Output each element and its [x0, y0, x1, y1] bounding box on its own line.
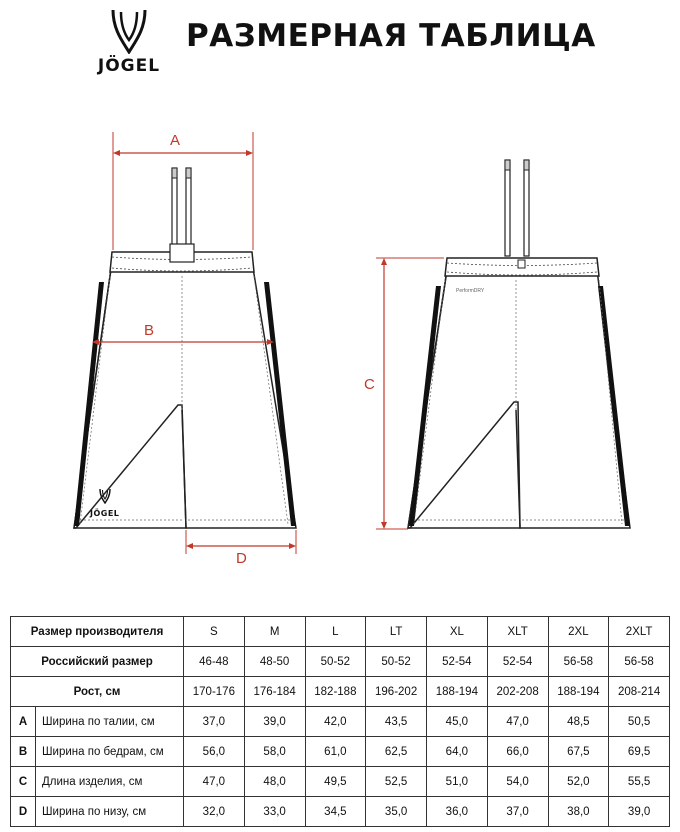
measurement-cell: 34,5 — [305, 797, 366, 827]
size-table-row-russian — [11, 647, 670, 677]
measurement-cell: 62,5 — [366, 737, 427, 767]
height-cell: 188-194 — [548, 677, 609, 707]
row-label: Длина изделия, см — [36, 767, 184, 797]
russian-size-cell: 52-54 — [427, 647, 488, 677]
manufacturer-size-label: Размер производителя — [11, 617, 184, 647]
measurement-cell: 45,0 — [427, 707, 488, 737]
shorts-logo-text: JÖGEL — [90, 509, 120, 518]
back-drawstrings — [505, 160, 529, 256]
row-letter: B — [11, 737, 36, 767]
russian-size-cell: 48-50 — [244, 647, 305, 677]
measurement-cell: 39,0 — [609, 797, 670, 827]
measurement-cell: 56,0 — [184, 737, 245, 767]
measurement-cell: 58,0 — [244, 737, 305, 767]
measurement-cell: 64,0 — [427, 737, 488, 767]
measurement-cell: 54,0 — [487, 767, 548, 797]
measurement-cell: 37,0 — [487, 797, 548, 827]
measurement-cell: 52,5 — [366, 767, 427, 797]
russian-size-cell: 52-54 — [487, 647, 548, 677]
height-cell: 202-208 — [487, 677, 548, 707]
header — [0, 0, 680, 100]
size-cell: L — [305, 617, 366, 647]
measurement-cell: 50,5 — [609, 707, 670, 737]
measurement-cell: 52,0 — [548, 767, 609, 797]
measurement-cell: 66,0 — [487, 737, 548, 767]
size-table — [10, 616, 670, 827]
size-cell: 2XL — [548, 617, 609, 647]
measurement-cell: 49,5 — [305, 767, 366, 797]
front-drawstrings — [172, 168, 191, 248]
size-table-row-a — [11, 707, 670, 737]
dimension-a-label: A — [170, 132, 181, 149]
size-table-row-c — [11, 767, 670, 797]
row-label: Ширина по бедрам, см — [36, 737, 184, 767]
measurement-cell: 51,0 — [427, 767, 488, 797]
shorts-emblem-icon — [98, 488, 112, 504]
size-cell: M — [244, 617, 305, 647]
russian-size-cell: 56-58 — [609, 647, 670, 677]
brand-emblem-icon — [109, 8, 149, 54]
size-cell: 2XLT — [609, 617, 670, 647]
height-cell: 182-188 — [305, 677, 366, 707]
back-shorts — [376, 160, 630, 529]
measurement-cell: 47,0 — [184, 767, 245, 797]
russian-size-cell: 46-48 — [184, 647, 245, 677]
measurement-cell: 47,0 — [487, 707, 548, 737]
size-table-row-height — [11, 677, 670, 707]
brand-logo-text: JÖGEL — [97, 56, 161, 76]
russian-size-cell: 56-58 — [548, 647, 609, 677]
back-tag-text: PerformDRY — [456, 288, 485, 294]
height-cell: 196-202 — [366, 677, 427, 707]
measurement-cell: 36,0 — [427, 797, 488, 827]
row-letter: A — [11, 707, 36, 737]
measurement-cell: 48,0 — [244, 767, 305, 797]
height-cell: 170-176 — [184, 677, 245, 707]
russian-size-cell: 50-52 — [305, 647, 366, 677]
measurement-cell: 35,0 — [366, 797, 427, 827]
measurement-cell: 37,0 — [184, 707, 245, 737]
measurement-cell: 55,5 — [609, 767, 670, 797]
brand-logo — [88, 8, 170, 88]
shorts-brand-mark — [90, 488, 119, 518]
measurement-cell: 33,0 — [244, 797, 305, 827]
size-cell: LT — [366, 617, 427, 647]
dimension-a — [113, 132, 253, 250]
measurement-cell: 32,0 — [184, 797, 245, 827]
measurement-cell: 61,0 — [305, 737, 366, 767]
dimension-b-label: B — [144, 322, 155, 339]
size-table-row-manufacturer — [11, 617, 670, 647]
measurement-cell: 38,0 — [548, 797, 609, 827]
measurement-cell: 67,5 — [548, 737, 609, 767]
size-table-row-b — [11, 737, 670, 767]
row-label: Ширина по низу, см — [36, 797, 184, 827]
page-title: РАЗМЕРНАЯ ТАБЛИЦА — [186, 18, 596, 54]
measurement-cell: 43,5 — [366, 707, 427, 737]
measurement-cell: 69,5 — [609, 737, 670, 767]
dimension-c-label: C — [364, 376, 375, 393]
russian-size-label: Российский размер — [11, 647, 184, 677]
russian-size-cell: 50-52 — [366, 647, 427, 677]
height-label: Рост, см — [11, 677, 184, 707]
row-letter: C — [11, 767, 36, 797]
measurement-cell: 42,0 — [305, 707, 366, 737]
measurement-cell: 48,5 — [548, 707, 609, 737]
height-cell: 188-194 — [427, 677, 488, 707]
height-cell: 176-184 — [244, 677, 305, 707]
row-label: Ширина по талии, см — [36, 707, 184, 737]
height-cell: 208-214 — [609, 677, 670, 707]
size-table-row-d — [11, 797, 670, 827]
size-cell: S — [184, 617, 245, 647]
row-letter: D — [11, 797, 36, 827]
size-cell: XLT — [487, 617, 548, 647]
dimension-d-label: D — [236, 550, 247, 567]
measurement-cell: 39,0 — [244, 707, 305, 737]
size-cell: XL — [427, 617, 488, 647]
